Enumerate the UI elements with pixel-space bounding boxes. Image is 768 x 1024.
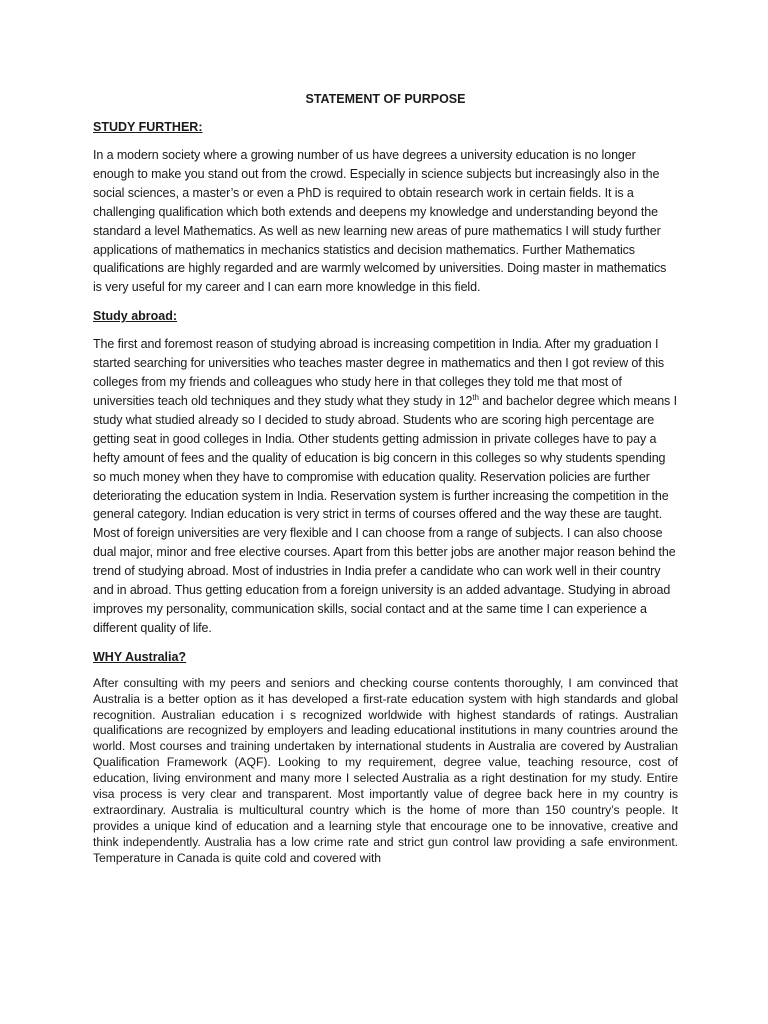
section-heading-why-australia: WHY Australia?	[93, 649, 187, 664]
document-title: STATEMENT OF PURPOSE	[305, 92, 466, 106]
paragraph-text-part1: The first and foremost reason of studying abroad is increasing competition in India. After my graduation I started searching for universities who teaches master degree in mathematics and then I got review of this colleges from my friends and colleagues who study here in that colleges they told me that most of universities teach old techniques and they study what they study in 12	[93, 337, 665, 408]
section-heading-study-abroad: Study abroad:	[93, 309, 178, 324]
section-paragraph-why-australia: After consulting with my peers and seniors and checking course contents thoroughly, I am convinced that Australia is a better option as it has developed a first-rate education system with high standards and global recognition. Australian education i s recognized worldwide with highest standards of ratings. Australian qualifications are recognized by employers and leading educational institutions in many countries around the world. Most courses and training undertaken by international students in Australia are covered by Australian Qualification Framework (AQF). Looking to my requirement, degree value, teaching resource, cost of education, living environment and many more I selected Australia as a right destination for my study. Entire visa process is very clear and transparent. Most importantly value of degree back here in my country is extraordinary. Australia is multicultural country which is the home of more than 150 country’s people. It provides a unique kind of education and a learning style that encourage one to be innovative, creative and think independently. Australia has a low crime rate and strict gun control law providing a safe environment. Temperature in Canada is quite cold and covered with	[93, 675, 678, 865]
ordinal-superscript: th	[472, 392, 479, 402]
paragraph-text-part2: and bachelor degree which means I study what studied already so I decided to study abroad. Students who are scoring high percentage are getting seat in good colleges in India. Other students getting admission in private colleges have to pay a hefty amount of fees and the quality of education is big concern in this colleges so why students spending so much money when they have to compromise with education quality. Reservation policies are further deteriorating the education system in India. Reservation system is further increasing the competition in the general category. Indian education is very strict in terms of courses offered and the way these are taught. Most of foreign universities are very flexible and I can choose from a range of subjects. I can also choose dual major, minor and free elective courses. Apart from this better jobs are another major reason behind the trend of studying abroad. Most of industries in India prefer a candidate who can work well in their country and in abroad. Thus getting education from a foreign university is an added advantage. Studying in abroad improves my personality, communication skills, social contact and at the same time I can experience a different quality of life.	[93, 393, 677, 635]
section-paragraph-study-further: In a modern society where a growing number of us have degrees a university education is no longer enough to make you stand out from the crowd. Especially in science subjects but increasingly also in the social sciences, a master’s or even a PhD is required to obtain research work in certain fields. It is a challenging qualification which both extends and deepens my knowledge and understanding beyond the standard a level Mathematics. As well as new learning new areas of pure mathematics I will study further applications of mathematics in mechanics statistics and decision mathematics. Further Mathematics qualifications are highly regarded and are warmly welcomed by universities. Doing master in mathematics is very useful for my career and I can earn more knowledge in this field.	[93, 148, 667, 295]
section-heading-study-further: STUDY FURTHER:	[93, 120, 203, 134]
section-paragraph-study-abroad	[93, 335, 678, 638]
